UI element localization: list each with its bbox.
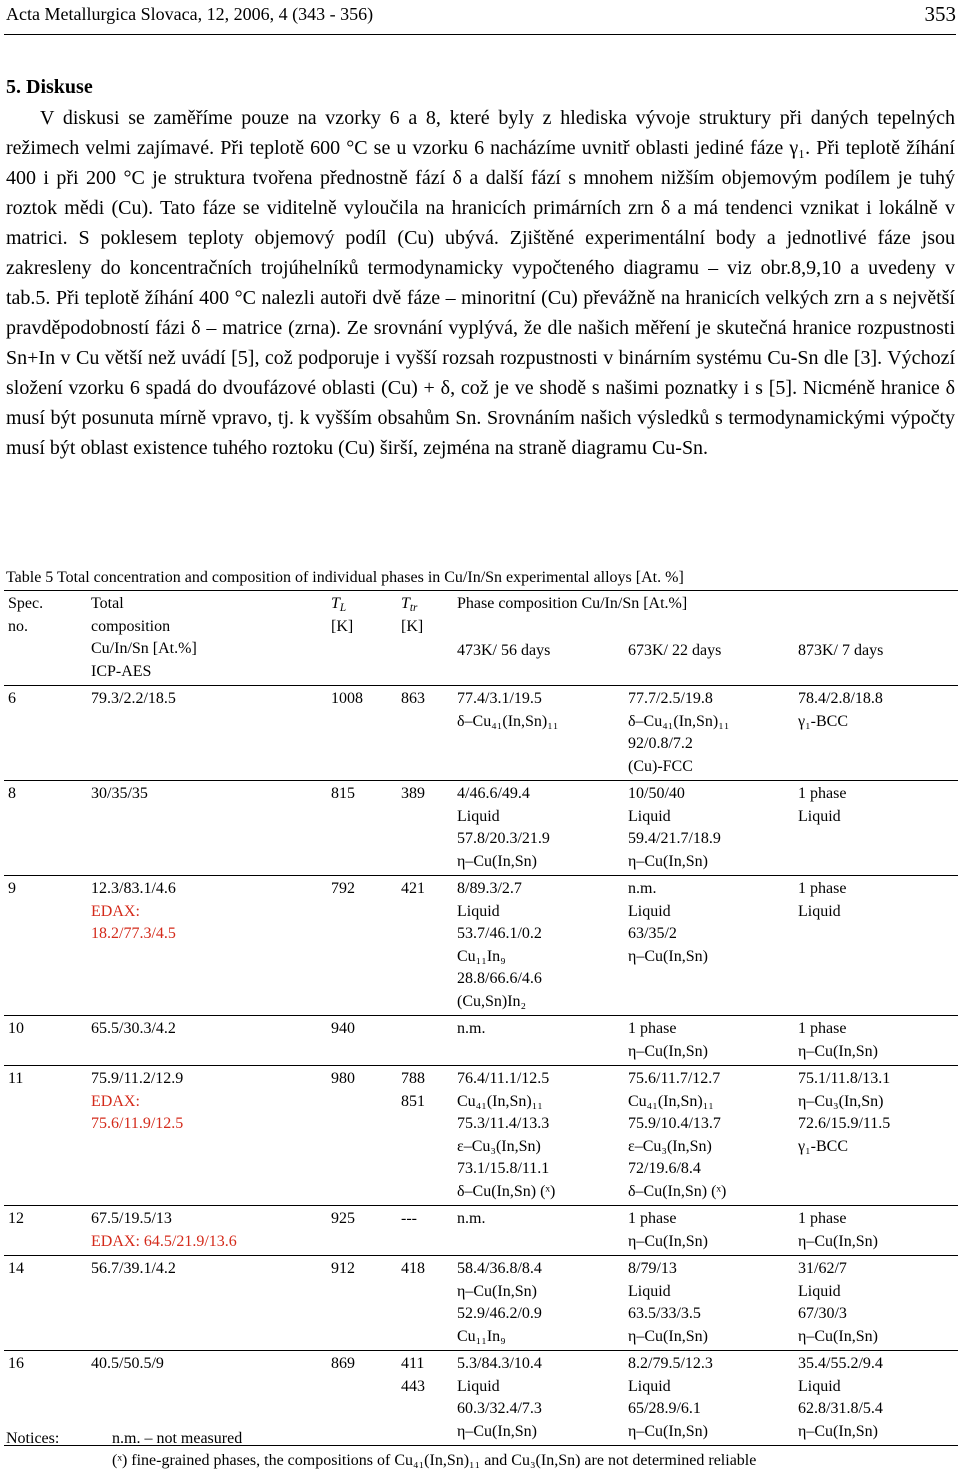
- header-473k: 473K/ 56 days: [457, 642, 551, 659]
- cell-total-composition: 12.3/83.1/4.6 EDAX: 18.2/77.3/4.5: [87, 876, 327, 1016]
- header-total-composition: Total composition Cu/In/Sn [At.%] ICP-AES: [87, 591, 327, 686]
- table-row: [4, 686, 958, 781]
- cell-473k: n.m.: [453, 1206, 624, 1256]
- cell-473k: n.m.: [453, 1016, 624, 1066]
- header-tl: $T_L$ [K]: [327, 591, 397, 686]
- cell-tl: 1008: [327, 686, 397, 781]
- header-673k: 673K/ 22 days: [628, 642, 722, 659]
- cell-673k: 10/50/40 Liquid 59.4/21.7/18.9 η–Cu(In,Sn): [624, 781, 794, 876]
- cell-ttr: 389: [397, 781, 453, 876]
- cell-673k: 1 phase η–Cu(In,Sn): [624, 1016, 794, 1066]
- cell-spec: 12: [4, 1206, 87, 1256]
- header-spec: Spec. no.: [4, 591, 87, 686]
- cell-total-composition: 30/35/35: [87, 781, 327, 876]
- table-caption: Table 5 Total concentration and composition of individual phases in Cu/In/Sn experimental alloys [At. %]: [6, 569, 684, 586]
- cell-473k: 77.4/3.1/19.5 δ–Cu₄₁(In,Sn)₁₁: [453, 686, 624, 781]
- cell-tl: 815: [327, 781, 397, 876]
- section-title: 5. Diskuse: [6, 76, 93, 98]
- cell-tl: 980: [327, 1066, 397, 1206]
- cell-673k: 8/79/13 Liquid 63.5/33/3.5 η–Cu(In,Sn): [624, 1256, 794, 1351]
- cell-473k: 76.4/11.1/12.5 Cu₄₁(In,Sn)₁₁ 75.3/11.4/13.3 ε–Cu₃(In,Sn) 73.1/15.8/11.1 δ–Cu(In,Sn) (ˣ): [453, 1066, 624, 1206]
- cell-673k: n.m. Liquid 63/35/2 η–Cu(In,Sn): [624, 876, 794, 1016]
- cell-ttr: 788 851: [397, 1066, 453, 1206]
- cell-873k: 75.1/11.8/13.1 η–Cu₃(In,Sn) 72.6/15.9/11.5 γ₁-BCC: [794, 1066, 958, 1206]
- cell-tl: 925: [327, 1206, 397, 1256]
- cell-873k: 1 phase Liquid: [794, 876, 958, 1016]
- cell-ttr: 421: [397, 876, 453, 1016]
- page-number: 353: [924, 2, 956, 26]
- table-row: [4, 1066, 958, 1206]
- header-phase-group: Phase composition Cu/In/Sn [At.%]: [453, 591, 958, 639]
- table-row: [4, 1016, 958, 1066]
- cell-spec: 8: [4, 781, 87, 876]
- cell-spec: 16: [4, 1351, 87, 1446]
- cell-673k: 8.2/79.5/12.3 Liquid 65/28.9/6.1 η–Cu(In,Sn): [624, 1351, 794, 1446]
- cell-473k: 8/89.3/2.7 Liquid 53.7/46.1/0.2 Cu₁₁In₉ 28.8/66.6/4.6 (Cu,Sn)In₂: [453, 876, 624, 1016]
- cell-873k: 1 phase Liquid: [794, 781, 958, 876]
- table-row: [4, 781, 958, 876]
- cell-873k: 78.4/2.8/18.8 γ₁-BCC: [794, 686, 958, 781]
- cell-673k: 77.7/2.5/19.8 δ–Cu₄₁(In,Sn)₁₁ 92/0.8/7.2 (Cu)-FCC: [624, 686, 794, 781]
- header-873k: 873K/ 7 days: [798, 642, 884, 659]
- journal-title: Acta Metallurgica Slovaca, 12, 2006, 4 (343 - 356): [6, 4, 374, 24]
- phase-composition-table: [4, 590, 958, 1446]
- cell-tl: 792: [327, 876, 397, 1016]
- cell-473k: 4/46.6/49.4 Liquid 57.8/20.3/21.9 η–Cu(In,Sn): [453, 781, 624, 876]
- cell-spec: 14: [4, 1256, 87, 1351]
- cell-total-composition: 75.9/11.2/12.9 EDAX: 75.6/11.9/12.5: [87, 1066, 327, 1206]
- cell-total-composition: 56.7/39.1/4.2: [87, 1256, 327, 1351]
- cell-spec: 6: [4, 686, 87, 781]
- cell-total-composition: 40.5/50.5/9: [87, 1351, 327, 1446]
- cell-spec: 10: [4, 1016, 87, 1066]
- notices-label: Notices:: [6, 1430, 60, 1447]
- cell-total-composition: 65.5/30.3/4.2: [87, 1016, 327, 1066]
- header-ttr: $T_{tr}$ [K]: [397, 591, 453, 686]
- cell-total-composition: 67.5/19.5/13 EDAX: 64.5/21.9/13.6: [87, 1206, 327, 1256]
- cell-tl: 940: [327, 1016, 397, 1066]
- cell-spec: 11: [4, 1066, 87, 1206]
- table-header-row: [4, 591, 958, 639]
- cell-673k: 75.6/11.7/12.7 Cu₄₁(In,Sn)₁₁ 75.9/10.4/13.7 ε–Cu₃(In,Sn) 72/19.6/8.4 δ–Cu(In,Sn) (ˣ): [624, 1066, 794, 1206]
- cell-873k: 1 phase η–Cu(In,Sn): [794, 1206, 958, 1256]
- cell-873k: 1 phase η–Cu(In,Sn): [794, 1016, 958, 1066]
- cell-873k: 31/62/7 Liquid 67/30/3 η–Cu(In,Sn): [794, 1256, 958, 1351]
- cell-473k: 58.4/36.8/8.4 η–Cu(In,Sn) 52.9/46.2/0.9 Cu₁₁In₉: [453, 1256, 624, 1351]
- notice-not-measured: n.m. – not measured: [112, 1430, 243, 1447]
- cell-873k: 35.4/55.2/9.4 Liquid 62.8/31.8/5.4 η–Cu(In,Sn): [794, 1351, 958, 1446]
- cell-tl: 912: [327, 1256, 397, 1351]
- notice-fine-grained: (ˣ) fine-grained phases, the compositions of Cu₄₁(In,Sn)₁₁ and Cu₃(In,Sn) are not determined reliable: [112, 1452, 757, 1469]
- cell-total-composition: 79.3/2.2/18.5: [87, 686, 327, 781]
- cell-spec: 9: [4, 876, 87, 1016]
- cell-ttr: ---: [397, 1206, 453, 1256]
- header-rule: [4, 34, 956, 35]
- table-row: [4, 1206, 958, 1256]
- cell-ttr: 411 443: [397, 1351, 453, 1446]
- table-row: [4, 876, 958, 1016]
- cell-tl: 869: [327, 1351, 397, 1446]
- page-header: [6, 2, 956, 28]
- cell-473k: 5.3/84.3/10.4 Liquid 60.3/32.4/7.3 η–Cu(In,Sn): [453, 1351, 624, 1446]
- table-row: [4, 1256, 958, 1351]
- cell-ttr: 418: [397, 1256, 453, 1351]
- cell-ttr: [397, 1016, 453, 1066]
- cell-ttr: 863: [397, 686, 453, 781]
- body-paragraph: V diskusi se zaměříme pouze na vzorky 6 a 8, které byly z hlediska vývoje struktury při daných tepelných režimech velmi zajímavé. Při teplotě 600 °C se u vzorku 6 nacházíme uvnitř oblasti jediné fáze γ₁. Při teplotě žíhání 400 i při 200 °C je struktura tvořena přednostně fází δ a další fází s mnohem nižším objemovým podílem je tuhý roztok mědi (Cu). Tato fáze se viditelně vyloučila na hranicích primárních zrn δ a má tendenci vznikat i lokálně v matrici. S poklesem teploty objemový podíl (Cu) ubývá. Zjištěné experimentální body a jednotlivé fáze jsou zakresleny do koncentračních trojúhelníků termodynamicky vypočteného diagramu – viz obr.8,9,10 a uvedeny v tab.5. Při teplotě žíhání 400 °C nalezli autoři dvě fáze – minoritní (Cu) převážně na hranicích velkých zrn a s největší pravděpodobností fázi δ – matrice (zrna). Ze srovnání vyplývá, že dle našich měření je skutečná hranice rozpustnosti Sn+In v Cu větší než uvádí [5], což podporuje i vyšší rozsah rozpustnosti v binárním systému Cu-Sn dle [3]. Výchozí složení vzorku 6 spadá do dvoufázové oblasti (Cu) + δ, což je ve shodě s našimi poznatky i s [5]. Nicméně hranice δ musí být posunuta mírně vpravo, tj. k vyšším obsahům Sn. Srovnáním našich výsledků s termodynamickými výpočty musí být oblast existence tuhého roztoku (Cu) širší, zejména na straně diagramu Cu-Sn.: [6, 107, 955, 459]
- cell-673k: 1 phase η–Cu(In,Sn): [624, 1206, 794, 1256]
